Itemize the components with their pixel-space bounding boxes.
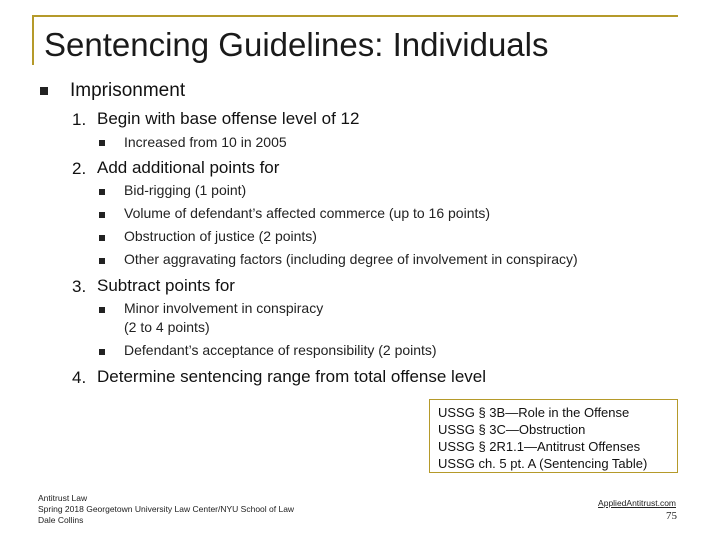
sub-bullet-icon [99,140,105,146]
step-label: Determine sentencing range from total offense level [97,367,487,386]
reference-line: USSG § 3C—Obstruction [438,422,586,437]
step-number: 3. [72,277,87,296]
step-sub-item: Defendant’s acceptance of responsibility (2 points) [124,342,437,358]
step-sub-item: Obstruction of justice (2 points) [124,228,317,244]
step-number: 2. [72,159,87,178]
bullet-square-icon [40,87,48,95]
sub-bullet-icon [99,307,105,313]
footer-term: Spring 2018 Georgetown University Law Center/NYU School of Law [38,504,295,514]
sub-bullet-icon [99,349,105,355]
step-sub-item: Bid-rigging (1 point) [124,182,247,198]
footer-course: Antitrust Law [38,493,88,503]
step-sub-item: Minor involvement in conspiracy [124,300,324,316]
step-sub-item-continued: (2 to 4 points) [124,319,210,335]
step-sub-item: Other aggravating factors (including degree of involvement in conspiracy) [124,251,578,267]
footer-author: Dale Collins [38,515,84,525]
references-box [429,399,678,473]
title-frame-left [32,15,34,65]
step-number: 4. [72,368,87,387]
title-frame-top [32,15,678,17]
step-label: Add additional points for [97,158,280,177]
sub-bullet-icon [99,258,105,264]
step-label: Begin with base offense level of 12 [97,109,360,128]
step-label: Subtract points for [97,276,235,295]
main-bullet-text: Imprisonment [70,80,186,101]
footer-website-link[interactable]: AppliedAntitrust.com [598,498,676,508]
sub-bullet-icon [99,212,105,218]
reference-line: USSG § 3B—Role in the Offense [438,405,630,420]
slide-title: Sentencing Guidelines: Individuals [44,26,549,63]
page-number: 75 [666,510,677,522]
footer-info [38,493,294,526]
reference-line: USSG § 2R1.1—Antitrust Offenses [438,439,641,454]
reference-line: USSG ch. 5 pt. A (Sentencing Table) [438,456,648,471]
sub-bullet-icon [99,235,105,241]
step-number: 1. [72,110,87,129]
step-sub-item: Volume of defendant’s affected commerce (up to 16 points) [124,205,491,221]
sub-bullet-icon [99,189,105,195]
step-sub-item: Increased from 10 in 2005 [124,134,287,150]
